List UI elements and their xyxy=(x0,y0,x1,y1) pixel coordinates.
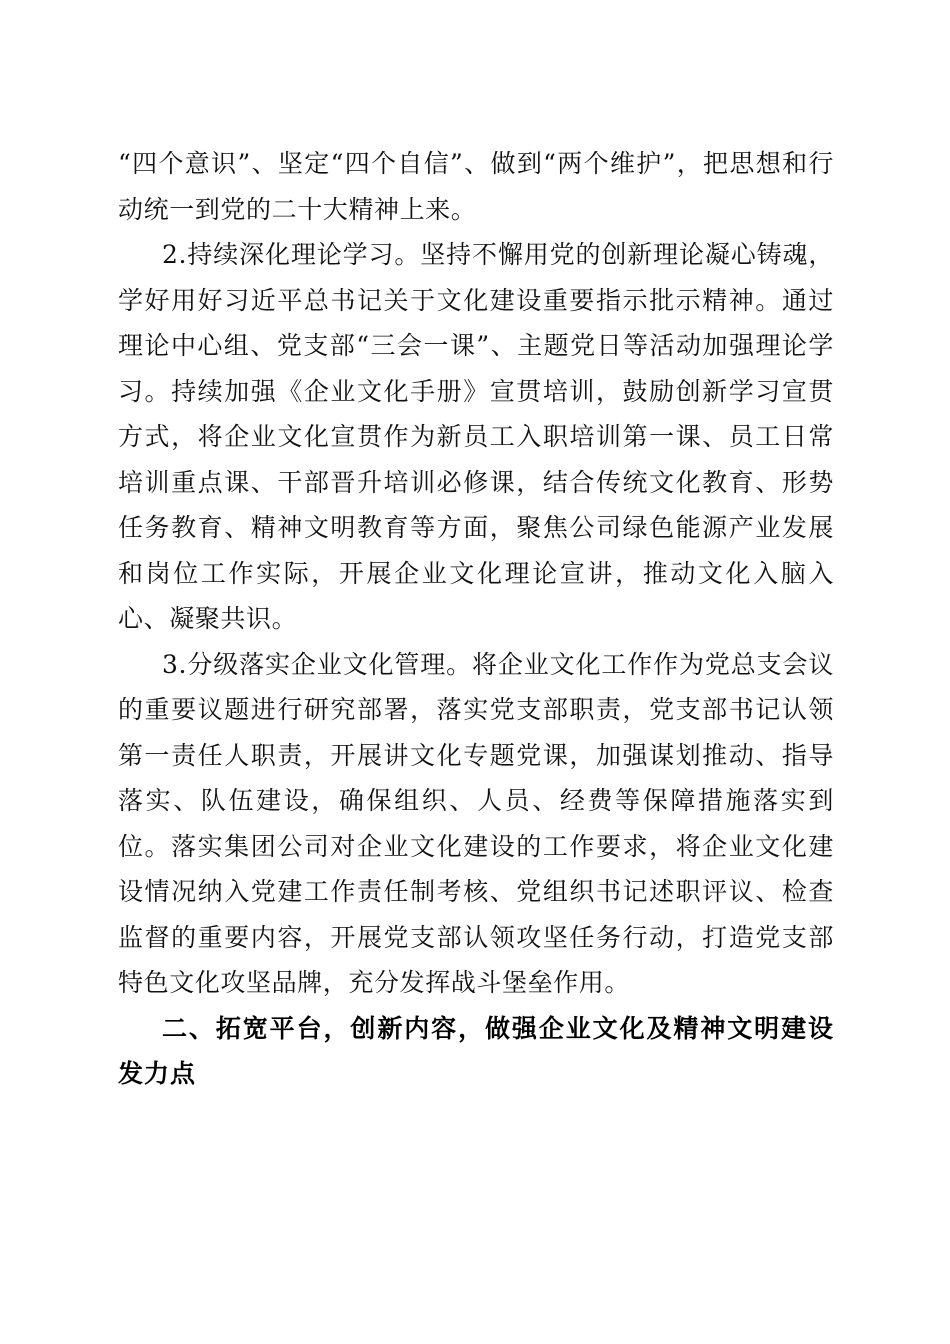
section-heading: 二、拓宽平台，创新内容，做强企业文化及精神文明建设发力点 xyxy=(118,1013,834,1088)
paragraph-continuation: “四个意识”、坚定“四个自信”、做到“两个维护”，把思想和行动统一到党的二十大精神上来。 xyxy=(118,149,834,224)
document-body xyxy=(118,141,834,1097)
paragraph-item-2: 2.持续深化理论学习。坚持不懈用党的创新理论凝心铸魂，学好用好习近平总书记关于文化建设重要指示批示精神。通过理论中心组、党支部“三会一课”、主题党日等活动加强理论学习。持续加强《企业文化手册》宣贯培训，鼓励创新学习宣贯方式，将企业文化宣贯作为新员工入职培训第一课、员工日常培训重点课、干部晋升培训必修课，结合传统文化教育、形势任务教育、精神文明教育等方面，聚焦公司绿色能源产业发展和岗位工作实际，开展企业文化理论宣讲，推动文化入脑入心、凝聚共识。 xyxy=(118,240,834,633)
paragraph-item-3: 3.分级落实企业文化管理。将企业文化工作作为党总支会议的重要议题进行研究部署，落实党支部职责，党支部书记认领第一责任人职责，开展讲文化专题党课，加强谋划推动、指导落实、队伍建设，确保组织、人员、经费等保障措施落实到位。落实集团公司对企业文化建设的工作要求，将企业文化建设情况纳入党建工作责任制考核、党组织书记述职评议、检查监督的重要内容，开展党支部认领攻坚任务行动，打造党支部特色文化攻坚品牌，充分发挥战斗堡垒作用。 xyxy=(118,649,834,997)
